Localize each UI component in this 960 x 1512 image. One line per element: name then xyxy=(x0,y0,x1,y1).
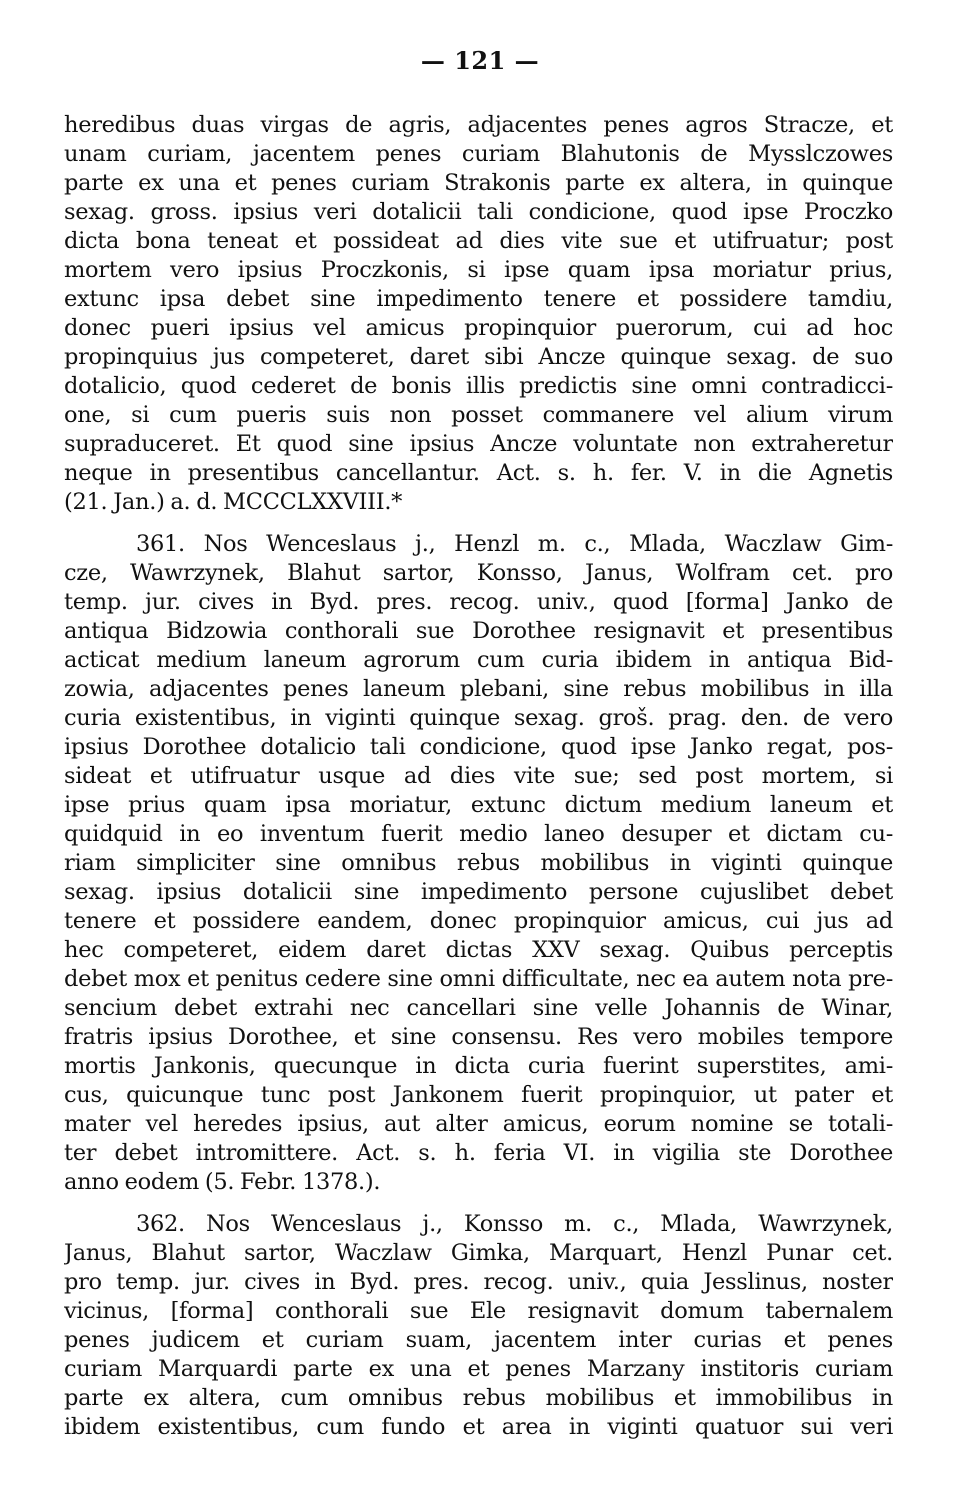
text-line: fratris ipsius Dorothee, et sine consensu. Res vero mobiles tempore xyxy=(64,1024,893,1050)
text-line: neque in presentibus cancellantur. Act. s. h. fer. V. in die Agnetis xyxy=(64,460,893,486)
text-line: heredibus duas virgas de agris, adjacentes penes agros Stracze, et xyxy=(64,112,893,138)
text-line: sexag. gross. ipsius veri dotalicii tali condicione, quod ipse Proczko xyxy=(64,199,893,225)
text-line: sideat et utifruatur usque ad dies vite sue; sed post mortem, si xyxy=(64,763,893,789)
text-line: anno eodem (5. Febr. 1378.). xyxy=(64,1169,381,1195)
text-line: acticat medium laneum agrorum cum curia ibidem in antiqua Bid- xyxy=(64,647,893,673)
text-line: temp. jur. cives in Byd. pres. recog. univ., quod [forma] Janko de xyxy=(64,589,893,615)
text-line: extunc ipsa debet sine impedimento tenere et possidere tamdiu, xyxy=(64,286,893,312)
text-line: hec competeret, eidem daret dictas XXV sexag. Quibus perceptis xyxy=(64,937,893,963)
text-line: mater vel heredes ipsius, aut alter amicus, eorum nomine se totali- xyxy=(64,1111,893,1137)
text-line: sencium debet extrahi nec cancellari sine velle Johannis de Winar, xyxy=(64,995,893,1021)
text-line: pro temp. jur. cives in Byd. pres. recog. univ., quia Jesslinus, noster xyxy=(64,1269,893,1295)
text-line: dicta bona teneat et possideat ad dies vite sue et utifruatur; post xyxy=(64,228,893,254)
text-line: penes judicem et curiam suam, jacentem inter curias et penes xyxy=(64,1327,893,1353)
text-line: antiqua Bidzowia conthorali sue Dorothee resignavit et presentibus xyxy=(64,618,893,644)
text-line: cus, quicunque tunc post Jankonem fuerit propinquior, ut pater et xyxy=(64,1082,893,1108)
text-line: ipsius Dorothee dotalicio tali condicione, quod ipse Janko regat, pos- xyxy=(64,734,893,760)
page-number-header: — 121 — xyxy=(420,46,540,75)
text-line: (21. Jan.) a. d. MCCCLXXVIII.* xyxy=(64,489,403,515)
text-line: unam curiam, jacentem penes curiam Blahutonis de Mysslczowes xyxy=(64,141,893,167)
text-line: curia existentibus, in viginti quinque sexag. groš. prag. den. de vero xyxy=(64,705,893,731)
text-line: zowia, adjacentes penes laneum plebani, sine rebus mobilibus in illa xyxy=(64,676,893,702)
text-line: dotalicio, quod cederet de bonis illis predictis sine omni contradicci- xyxy=(64,373,893,399)
text-line: donec pueri ipsius vel amicus propinquior puerorum, cui ad hoc xyxy=(64,315,893,341)
text-line: Janus, Blahut sartor, Waczlaw Gimka, Marquart, Henzl Punar cet. xyxy=(64,1240,893,1266)
text-line: debet mox et penitus cedere sine omni difficultate, nec ea autem nota pre- xyxy=(64,966,893,992)
text-line: quidquid in eo inventum fuerit medio laneo desuper et dictam cu- xyxy=(64,821,893,847)
text-line: 362. Nos Wenceslaus j., Konsso m. c., Mlada, Wawrzynek, xyxy=(136,1211,893,1237)
text-line: mortem vero ipsius Proczkonis, si ipse quam ipsa moriatur prius, xyxy=(64,257,893,283)
text-line: ter debet intromittere. Act. s. h. feria VI. in vigilia ste Dorothee xyxy=(64,1140,893,1166)
text-line: sexag. ipsius dotalicii sine impedimento persone cujuslibet debet xyxy=(64,879,893,905)
text-line: 361. Nos Wenceslaus j., Henzl m. c., Mlada, Waczlaw Gim- xyxy=(136,531,893,557)
text-line: ibidem existentibus, cum fundo et area in viginti quatuor sui veri xyxy=(64,1414,893,1440)
text-line: one, si cum pueris suis non posset commanere vel alium virum xyxy=(64,402,893,428)
text-line: ipse prius quam ipsa moriatur, extunc dictum medium laneum et xyxy=(64,792,893,818)
text-line: propinquius jus competeret, daret sibi Ancze quinque sexag. de suo xyxy=(64,344,893,370)
text-line: mortis Jankonis, quecunque in dicta curia fuerint superstites, ami- xyxy=(64,1053,893,1079)
text-line: supraduceret. Et quod sine ipsius Ancze voluntate non extraheretur xyxy=(64,431,893,457)
text-line: parte ex una et penes curiam Strakonis parte ex altera, in quinque xyxy=(64,170,893,196)
text-line: vicinus, [forma] conthorali sue Ele resignavit domum tabernalem xyxy=(64,1298,893,1324)
text-line: parte ex altera, cum omnibus rebus mobilibus et immobilibus in xyxy=(64,1385,893,1411)
text-line: tenere et possidere eandem, donec propinquior amicus, cui jus ad xyxy=(64,908,893,934)
text-line: curiam Marquardi parte ex una et penes Marzany institoris curiam xyxy=(64,1356,893,1382)
text-line: riam simpliciter sine omnibus rebus mobilibus in viginti quinque xyxy=(64,850,893,876)
text-line: cze, Wawrzynek, Blahut sartor, Konsso, Janus, Wolfram cet. pro xyxy=(64,560,893,586)
